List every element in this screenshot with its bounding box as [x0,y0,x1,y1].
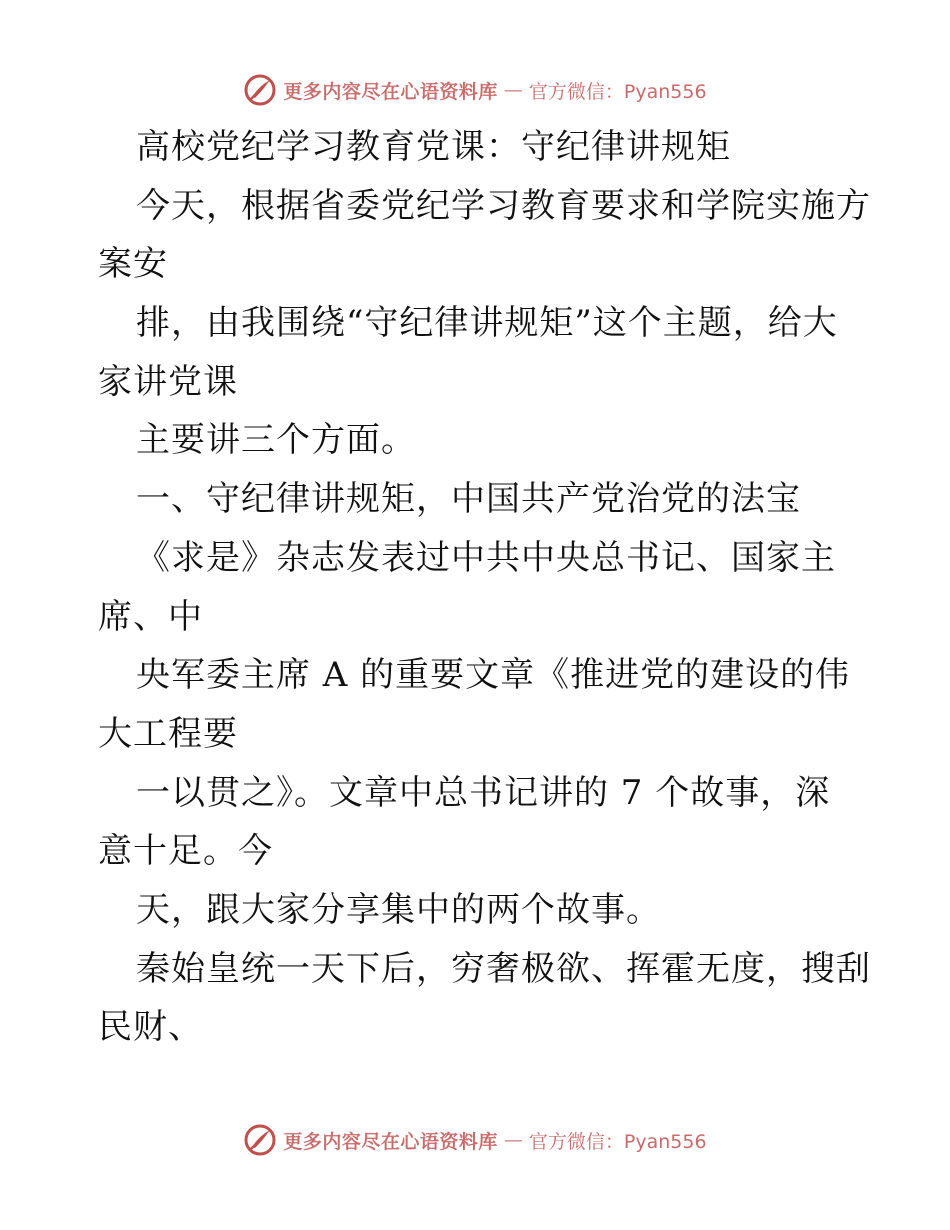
watermark-separator: — [503,79,523,101]
text-line: 意十足。今 [98,831,273,872]
text-line: 一以贯之》。文章中总书记讲的 7 个故事，深 [136,772,831,813]
text-line: 《求是》杂志发表过中共中央总书记、国家主 [136,537,836,578]
watermark-main-text: 更多内容尽在心语资料库 [283,1130,498,1153]
watermark-group [243,1123,706,1157]
text-line: 案安 [98,244,168,285]
footer-watermark [0,1120,950,1160]
watermark-main-text: 更多内容尽在心语资料库 [283,80,498,103]
text-line: 一、守纪律讲规矩，中国共产党治党的法宝 [136,479,801,520]
watermark-wechat-text: 官方微信：Pyan556 [528,80,707,103]
document-body [98,118,871,1057]
quill-seal-icon [243,1123,277,1157]
text-line: 主要讲三个方面。 [136,420,416,461]
text-line: 天，跟大家分享集中的两个故事。 [136,889,661,930]
text-line: 席、中 [98,596,203,637]
watermark-wechat-text: 官方微信：Pyan556 [528,1130,707,1153]
quill-seal-icon [243,73,277,107]
text-line: 民财、 [98,1007,203,1048]
watermark-separator: — [503,1129,523,1151]
text-line: 大工程要 [98,713,238,754]
text-line: 今天，根据省委党纪学习教育要求和学院实施方 [136,185,871,226]
text-line: 高校党纪学习教育党课：守纪律讲规矩 [136,127,731,167]
text-line: 秦始皇统一天下后，穷奢极欲、挥霍无度，搜刮 [136,948,871,989]
text-line: 央军委主席 A 的重要文章《推进党的建设的伟 [136,655,851,696]
text-line: 排，由我围绕“守纪律讲规矩”这个主题，给大 [136,303,838,344]
text-line: 家讲党课 [98,361,238,402]
header-watermark [0,70,950,110]
watermark-group [243,73,706,107]
